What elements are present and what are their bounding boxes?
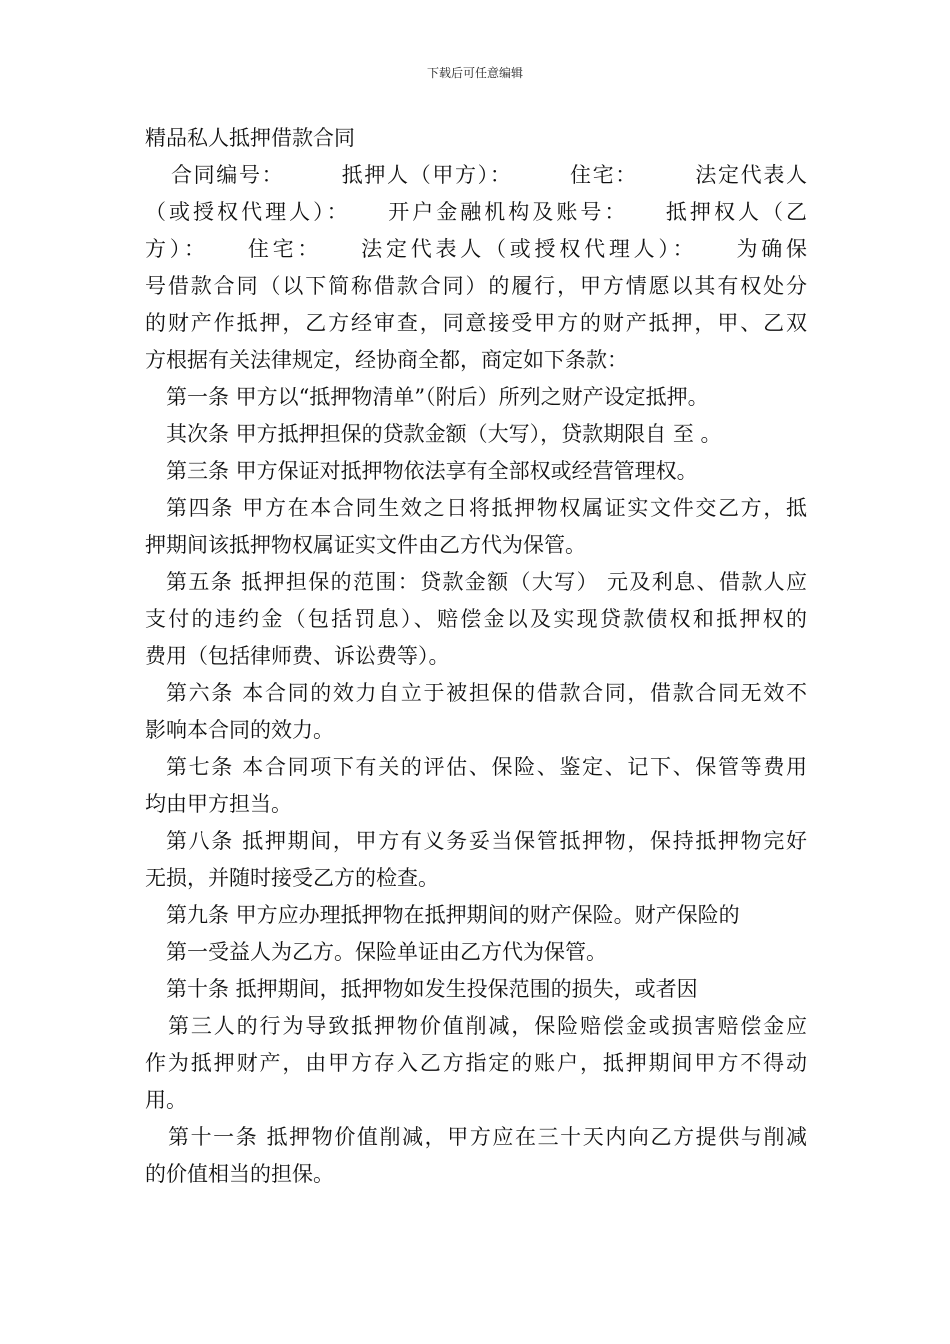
- document-title: 精品私人抵押借款合同: [145, 126, 355, 150]
- paragraph-line: 方）： 住宅： 法定代表人（或授权代理人）： 为确保: [145, 237, 807, 261]
- article-10: 第十条 抵押期间，抵押物如发生投保范围的损失，或者因: [166, 977, 698, 1001]
- page-header-note: 下载后可任意编辑: [426, 66, 523, 80]
- article-4: 第四条 甲方在本合同生效之日将抵押物权属证实文件交乙方，抵: [166, 496, 807, 520]
- article-6-cont: 影响本合同的效力。: [145, 718, 334, 742]
- article-4-cont: 押期间该抵押物权属证实文件由乙方代为保管。: [145, 533, 586, 557]
- article-10-cont: 作为抵押财产，由甲方存入乙方指定的账户，抵押期间甲方不得动: [145, 1051, 807, 1075]
- article-2: 其次条 甲方抵押担保的贷款金额（大写），贷款期限自 至 。: [166, 422, 722, 446]
- paragraph-line: 号借款合同（以下简称借款合同）的履行，甲方情愿以其有权处分: [145, 274, 807, 298]
- article-10-cont: 第三人的行为导致抵押物价值削减，保险赔偿金或损害赔偿金应: [168, 1014, 807, 1038]
- paragraph-line: （或授权代理人）： 开户金融机构及账号： 抵押权人（乙: [145, 200, 807, 224]
- article-9: 第九条 甲方应办理抵押物在抵押期间的财产保险。财产保险的: [166, 903, 740, 927]
- article-10-cont: 用。: [145, 1088, 187, 1112]
- article-3: 第三条 甲方保证对抵押物依法享有全部权或经营管理权。: [166, 459, 698, 483]
- article-11-cont: 的价值相当的担保。: [145, 1162, 334, 1186]
- article-8: 第八条 抵押期间，甲方有义务妥当保管抵押物，保持抵押物完好: [166, 829, 807, 853]
- article-9-cont: 第一受益人为乙方。保险单证由乙方代为保管。: [166, 940, 607, 964]
- paragraph-line: 的财产作抵押，乙方经审查，同意接受甲方的财产抵押，甲、乙双: [145, 311, 807, 335]
- paragraph-line: 方根据有关法律规定，经协商全都，商定如下条款：: [145, 348, 628, 372]
- article-5: 第五条 抵押担保的范围：贷款金额（大写） 元及利息、借款人应: [166, 570, 807, 594]
- article-6: 第六条 本合同的效力自立于被担保的借款合同，借款合同无效不: [166, 681, 807, 705]
- article-7: 第七条 本合同项下有关的评估、保险、鉴定、记下、保管等费用: [166, 755, 807, 779]
- article-11: 第十一条 抵押物价值削减，甲方应在三十天内向乙方提供与削减: [168, 1125, 807, 1149]
- article-1: 第一条 甲方以“抵押物清单”（附后）所列之财产设定抵押。: [166, 385, 709, 409]
- contract-body: [145, 120, 807, 1193]
- article-8-cont: 无损，并随时接受乙方的检查。: [145, 866, 439, 890]
- article-5-cont: 支付的违约金（包括罚息）、赔偿金以及实现贷款债权和抵押权的: [145, 607, 807, 631]
- article-5-cont: 费用（包括律师费、诉讼费等）。: [145, 644, 450, 668]
- article-7-cont: 均由甲方担当。: [145, 792, 292, 816]
- paragraph-line: 合同编号： 抵押人（甲方）： 住宅： 法定代表人: [171, 163, 807, 187]
